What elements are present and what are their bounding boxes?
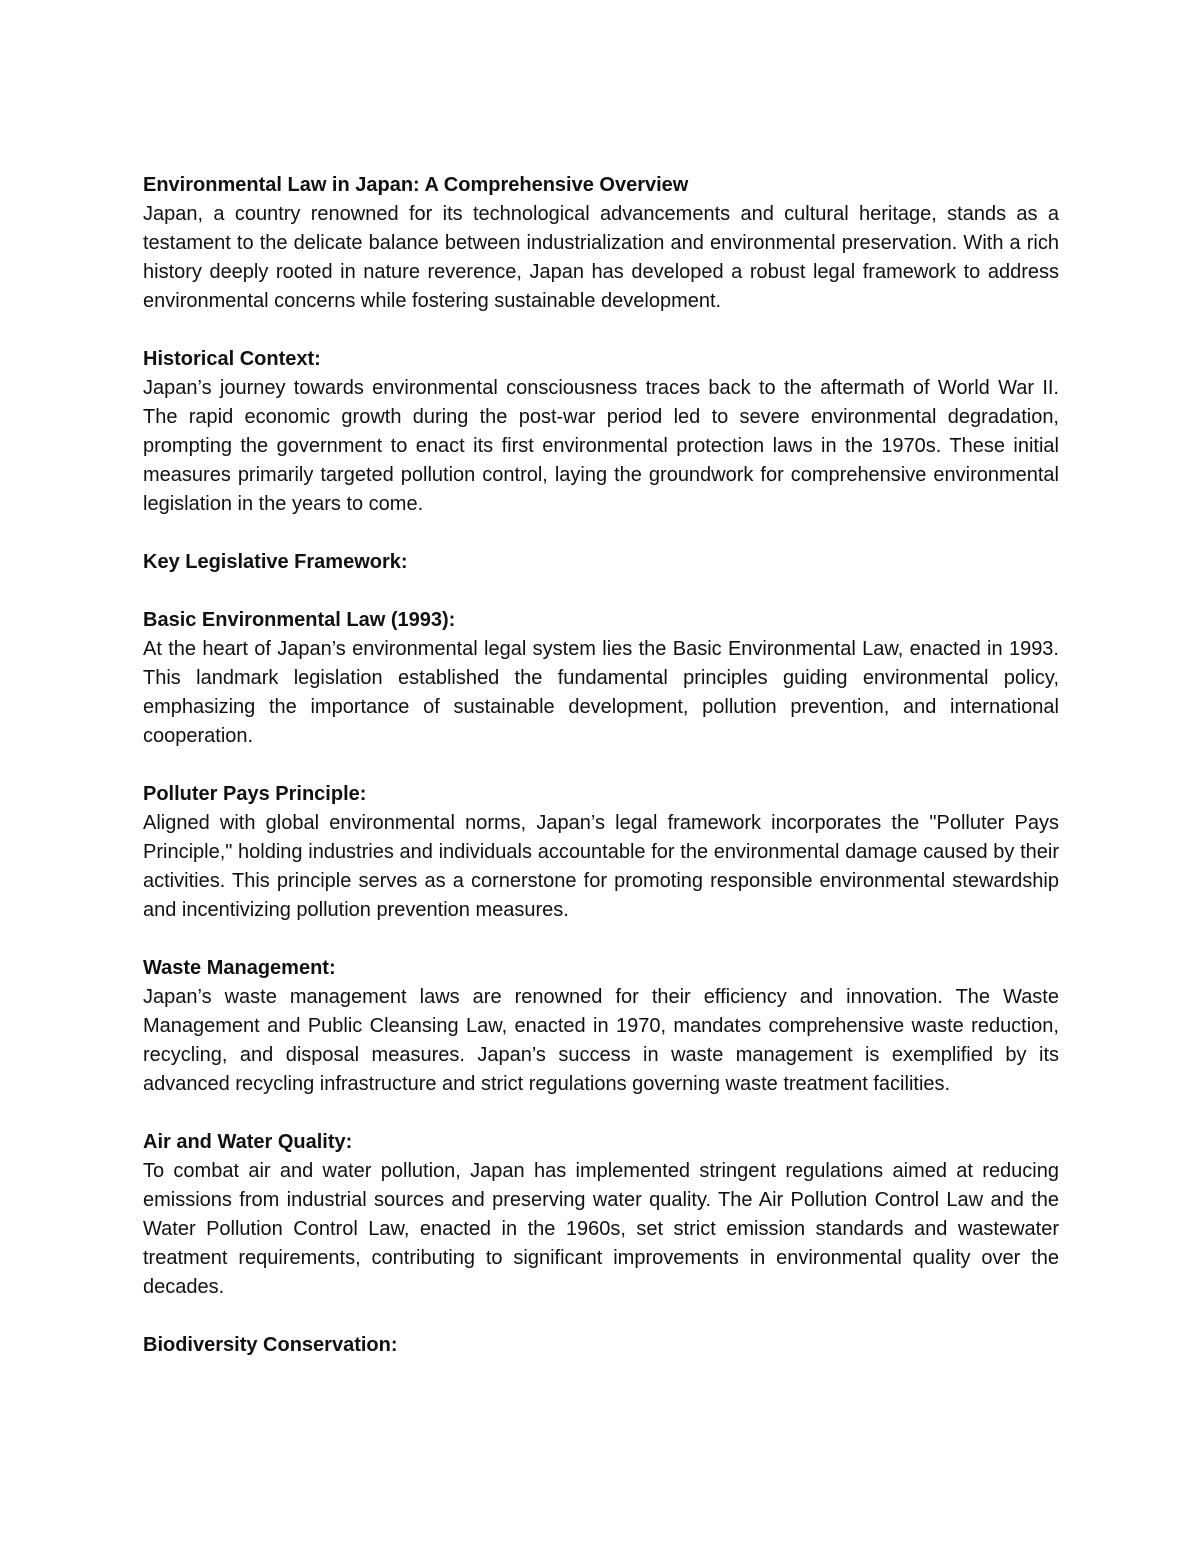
historical-context-paragraph: Japan’s journey towards environmental consciousness traces back to the aftermath of World War II. The rapid economic growth during the post-war period led to severe environmental degradation, prompting the government to enact its first environmental protection laws in the 1970s. These initial measures primarily targeted pollution control, laying the groundwork for comprehensive environmental legislation in the years to come. [143, 377, 1059, 515]
basic-environmental-law-heading: Basic Environmental Law (1993): [143, 609, 456, 631]
air-water-quality-paragraph: To combat air and water pollution, Japan has implemented stringent regulations aimed at reducing emissions from industrial sources and preserving water quality. The Air Pollution Control Law and the Water Pollution Control Law, enacted in the 1960s, set strict emission standards and wastewater treatment requirements, contributing to significant improvements in environmental quality over the decades. [143, 1160, 1059, 1298]
historical-context-heading: Historical Context: [143, 348, 321, 370]
spacer [143, 751, 1059, 780]
waste-management-heading: Waste Management: [143, 957, 336, 979]
document-title: Environmental Law in Japan: A Comprehensive Overview [143, 174, 689, 196]
spacer [143, 577, 1059, 606]
basic-environmental-law-paragraph: At the heart of Japan’s environmental legal system lies the Basic Environmental Law, enacted in 1993. This landmark legislation established the fundamental principles guiding environmental policy, emphasizing the importance of sustainable development, pollution prevention, and international cooperation. [143, 638, 1059, 747]
document-page [143, 171, 1059, 1360]
polluter-pays-paragraph: Aligned with global environmental norms, Japan’s legal framework incorporates the "Polluter Pays Principle," holding industries and individuals accountable for the environmental damage caused by their activities. This principle serves as a cornerstone for promoting responsible environmental stewardship and incentivizing pollution prevention measures. [143, 812, 1059, 921]
polluter-pays-heading: Polluter Pays Principle: [143, 783, 367, 805]
air-water-quality-heading: Air and Water Quality: [143, 1131, 353, 1153]
spacer [143, 1099, 1059, 1128]
spacer [143, 925, 1059, 954]
key-legislative-framework-heading: Key Legislative Framework: [143, 551, 408, 573]
spacer [143, 1302, 1059, 1331]
spacer [143, 316, 1059, 345]
biodiversity-conservation-heading: Biodiversity Conservation: [143, 1334, 398, 1356]
waste-management-paragraph: Japan’s waste management laws are renowned for their efficiency and innovation. The Waste Management and Public Cleansing Law, enacted in 1970, mandates comprehensive waste reduction, recycling, and disposal measures. Japan’s success in waste management is exemplified by its advanced recycling infrastructure and strict regulations governing waste treatment facilities. [143, 986, 1059, 1095]
intro-paragraph: Japan, a country renowned for its technological advancements and cultural heritage, stands as a testament to the delicate balance between industrialization and environmental preservation. With a rich history deeply rooted in nature reverence, Japan has developed a robust legal framework to address environmental concerns while fostering sustainable development. [143, 203, 1059, 312]
spacer [143, 519, 1059, 548]
